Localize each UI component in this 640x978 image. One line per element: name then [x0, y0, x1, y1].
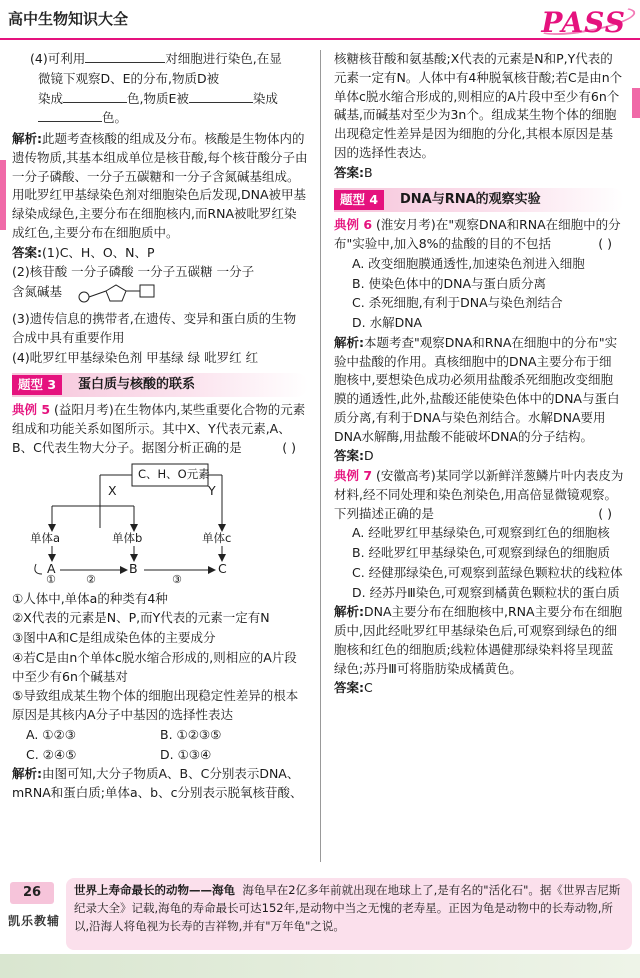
answer-label: 答案: — [334, 680, 364, 696]
answer-label: 答案: — [334, 448, 364, 464]
ex6-option-a: A. 改变细胞膜通透性,加速染色剂进入细胞 — [352, 255, 585, 271]
choice-d: D. ①③④ — [160, 746, 212, 762]
answer-line2: (2)核苷酸 一分子磷酸 一分子五碳糖 一分子 — [12, 264, 255, 280]
topic4-tag: 题型 4 — [334, 190, 384, 210]
example7-source: (安徽高考) — [376, 468, 436, 483]
left-margin-tab — [0, 160, 6, 230]
answer-paren: ( ) — [598, 236, 612, 251]
choices-row1 — [12, 726, 308, 745]
ex6-option-d: D. 水解DNA — [352, 315, 423, 330]
answer-paren: ( ) — [282, 439, 296, 455]
statement-4: ④若C是由n个单体c脱水缩合形成的,则相应的A片段中至少有6n个碱基对 — [12, 649, 297, 684]
fill-blank — [63, 91, 127, 103]
ex7-option-d: D. 经苏丹Ⅲ染色,可观察到橘黄色颗粒状的蛋白质 — [352, 584, 620, 600]
ex7-option-a: A. 经吡罗红甲基绿染色,可观察到红色的细胞核 — [352, 525, 610, 541]
ex7-option-c: C. 经健那绿染色,可观察到蓝绿色颗粒状的线粒体 — [352, 564, 623, 580]
analysis4-text: DNA主要分布在细胞核中,RNA主要分布在细胞质中,因此经吡罗红甲基绿染色后,可观察到绿色的细胞核和红色的细胞质;线粒体遇健那绿染料将呈现蓝绿色;苏丹Ⅲ可将脂肪染成橘黄色。 — [334, 604, 623, 676]
trivia-text: 海龟早在2亿多年前就出现在地球上了,是有名的"活化石"。据《世界吉尼斯纪录大全》记载,海龟的寿命最长可达152年,是动物中当之无愧的老寿星。正因为龟是动物中的长寿动物,所以,沿海人将龟视为长寿的吉祥物,并有"万年龟"之说。 — [74, 883, 621, 933]
example7-text: 某同学以新鲜洋葱鳞片叶内表皮为材料,经不同处理和染色剂染色,用高倍显微镜观察。下列描述正确的是 — [334, 468, 624, 521]
publisher-brand: 凯乐教辅 — [8, 914, 61, 928]
analysis4-label: 解析: — [334, 604, 364, 620]
example5-text: 在生物体内,某些重要化合物的元素组成和功能关系如图所示。其中X、Y代表元素,A、B、C代表生物大分子。据图分析正确的是 — [12, 402, 306, 455]
example7 — [334, 467, 624, 523]
answer-value: D — [364, 448, 374, 464]
analysis-block — [12, 130, 308, 243]
answer-line1: 答案:(1)C、H、O、N、P — [12, 244, 155, 260]
diagram-box-label: C、H、O元素 — [138, 466, 210, 481]
statement-1: ①人体中,单体a的种类有4种 — [12, 590, 168, 606]
example6-source: (淮安月考) — [376, 217, 436, 233]
answer-ex7 — [334, 679, 624, 698]
fill-blank — [189, 91, 253, 103]
diagram-B: B — [129, 560, 138, 576]
diagram-monomer-b: 单体b — [112, 530, 143, 545]
answer-ex6 — [334, 447, 624, 466]
analysis4-block — [334, 603, 624, 678]
answer-line4: (4)吡罗红甲基绿染色剂 甲基绿 绿 吡罗红 红 — [12, 349, 259, 365]
diagram-step3: ③ — [172, 572, 182, 586]
analysis2-block — [12, 765, 308, 803]
topic3-title: 蛋白质与核酸的联系 — [78, 377, 196, 393]
choice-a: A. ①②③ — [26, 726, 76, 742]
element-relation-diagram — [12, 462, 308, 586]
example5-label: 典例 5 — [12, 402, 51, 418]
diagram-step1: ① — [46, 572, 56, 586]
page-number: 26 — [10, 882, 54, 904]
example7-label: 典例 7 — [334, 468, 373, 483]
answer-ex5 — [334, 164, 624, 183]
nucleotide-icon — [76, 279, 166, 305]
topic3-bar — [12, 373, 308, 397]
answer-line3: (3)遗传信息的携带者,在遗传、变异和蛋白质的生物合成中具有重要作用 — [12, 311, 297, 345]
ex7-option-b: B. 经吡罗红甲基绿染色,可观察到绿色的细胞质 — [352, 545, 610, 560]
analysis3-label: 解析: — [334, 334, 364, 350]
analysis-continued: 核糖核苷酸和氨基酸;X代表的元素是N和P,Y代表的元素一定有N。人体中有4种脱氧核苷酸;若C是由n个单体c脱水缩合形成的,则相应的A片段中至少有6n个碱基,而碱基对至少为3n个。组成某生物个体的细胞出现稳定性差异是因为细胞的分化,其根本原因是基因的选择性表达。 — [334, 51, 623, 160]
right-margin-tab — [632, 88, 640, 118]
example6-text: 在"观察DNA和RNA在细胞中的分布"实验中,加入8%的盐酸的目的不包括 — [334, 217, 621, 251]
example5-source: (益阳月考) — [54, 402, 114, 418]
analysis2-label: 解析: — [12, 766, 42, 782]
ex6-option-c: C. 杀死细胞,有利于DNA与染色剂结合 — [352, 295, 563, 311]
answer-line2b: 含氮碱基 — [12, 283, 308, 309]
diagram-x: X — [108, 482, 117, 498]
statement-5: ⑤导致组成某生物个体的细胞出现稳定性差异的根本原因是其核内A分子中基因的选择性表达 — [12, 688, 299, 722]
diagram-monomer-a: 单体a — [30, 530, 61, 545]
diagram-y: Y — [208, 482, 216, 498]
choice-b: B. ①②③⑤ — [160, 726, 222, 742]
example5 — [12, 401, 308, 457]
trivia-note — [66, 878, 632, 950]
analysis2-text: 由图可知,大分子物质A、B、C分别表示DNA、mRNA和蛋白质;单体a、b、c分别表示脱氧核苷酸、 — [12, 766, 303, 800]
answer-value: B — [364, 164, 373, 180]
q4-line3: 染成 色,物质E被 染成 — [38, 90, 278, 106]
right-column — [334, 50, 624, 699]
ex6-option-b: B. 使染色体中的DNA与蛋白质分离 — [352, 275, 547, 291]
left-column — [12, 50, 308, 804]
analysis3-block — [334, 334, 624, 447]
fill-blank — [85, 51, 165, 63]
example6-label: 典例 6 — [334, 217, 373, 233]
choices-row2 — [12, 746, 308, 765]
analysis-label: 解析: — [12, 131, 42, 146]
answer-paren: ( ) — [598, 505, 612, 521]
diagram-monomer-c: 单体c — [202, 530, 232, 545]
topic4-bar — [334, 188, 624, 212]
footer-stripe — [0, 954, 640, 978]
trivia-title: 世界上寿命最长的动物——海龟 — [74, 883, 235, 897]
fill-blank — [38, 110, 102, 122]
diagram-C: C — [218, 560, 227, 576]
column-divider — [320, 50, 321, 862]
page-footer — [0, 872, 640, 978]
answer-value: C — [364, 680, 373, 696]
diagram-A: A — [47, 560, 56, 576]
q4-line1: (4)可利用 对细胞进行染色,在显 — [30, 51, 282, 66]
statement-3: ③图中A和C是组成染色体的主要成分 — [12, 630, 216, 645]
analysis-text: 此题考查核酸的组成及分布。核酸是生物体内的遗传物质,其基本组成单位是核苷酸,每个核苷酸分子由一分子磷酸、一分子五碳糖和一分子含氮碱基组成。用吡罗红甲基绿染色剂对细胞染色后发现,DNA被甲基绿染成绿色,主要分布在细胞核内,而RNA被吡罗红染成红色,主要分布在细胞质中。 — [12, 131, 308, 240]
topic3-tag: 题型 3 — [12, 375, 62, 395]
analysis3-text: 本题考查"观察DNA和RNA在细胞中的分布"实验中盐酸的作用。真核细胞中的DNA主要分布于细胞核中,要想染色成功必须用盐酸杀死细胞改变细胞膜的通透性,此外,盐酸还能使染色体中的DNA与蛋白质分离,有利于DNA与染色剂结合。水解DNA要用DNA水解酶,用盐酸不能破坏DNA的分子结构。 — [334, 334, 620, 444]
diagram-step2: ② — [86, 572, 96, 586]
answer-label: 答案: — [12, 244, 42, 260]
q4-line2: 微镜下观察D、E的分布,物质D被 — [38, 70, 220, 86]
answer-label: 答案: — [334, 164, 364, 180]
page-header — [0, 0, 640, 40]
example6 — [334, 216, 624, 254]
book-title: 高中生物知识大全 — [8, 10, 129, 28]
statement-2: ②X代表的元素是N、P,而Y代表的元素一定有N — [12, 610, 270, 626]
choice-c: C. ②④⑤ — [26, 746, 77, 762]
pass-logo: PASS — [541, 6, 626, 39]
q4-line4: 色。 — [12, 109, 308, 128]
topic4-title: DNA与RNA的观察实验 — [400, 192, 541, 208]
